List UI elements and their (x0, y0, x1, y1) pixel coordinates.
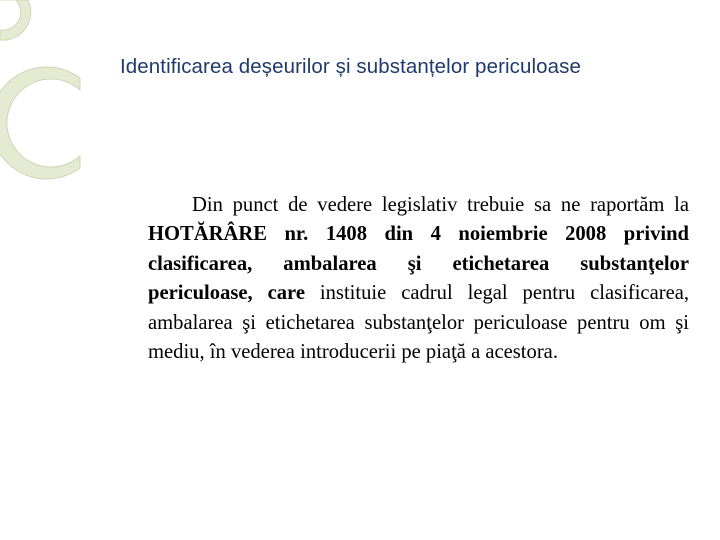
legal-act-reference: HOTĂRÂRE nr. 1408 din 4 noiembrie 2008 privind clasificarea, ambalarea şi etichetarea substanţelor periculoase, care (148, 223, 689, 305)
decorative-ring-large (0, 67, 80, 179)
slide-title: Identificarea deșeurilor și substanțelor periculoase (120, 55, 582, 78)
body-intro: Din punct de vedere legislativ trebuie sa ne raportăm la (192, 194, 689, 216)
body-rest: instituie cadrul legal pentru clasificarea, ambalarea şi etichetarea substanţelor periculoase pentru om şi mediu, în vederea introducerii pe piaţă a acestora. (148, 282, 689, 364)
decorative-rings (0, 0, 90, 200)
decorative-ring-top (0, 0, 31, 40)
body-paragraph (148, 191, 689, 367)
